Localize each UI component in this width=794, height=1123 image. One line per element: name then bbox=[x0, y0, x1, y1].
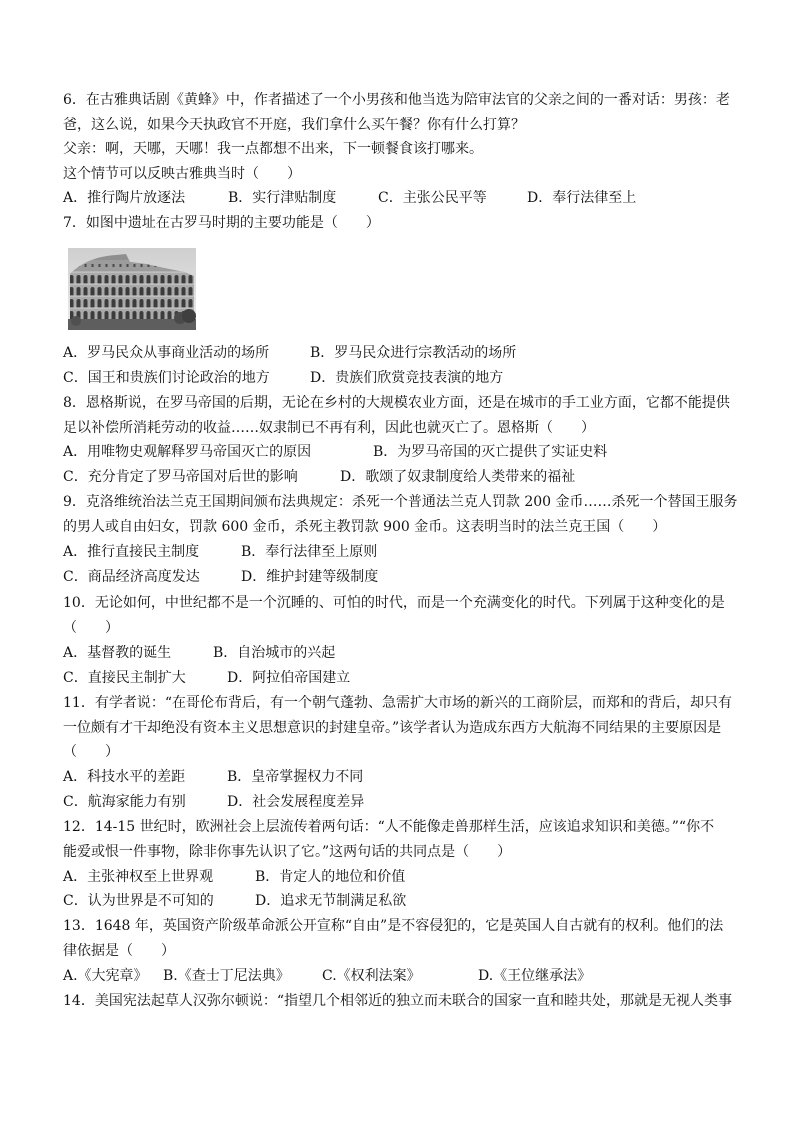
q9-option-a: A．推行直接民主制度 bbox=[63, 544, 200, 560]
q6-option-a: A．推行陶片放逐法 bbox=[63, 190, 186, 206]
q12-option-b: B．肯定人的地位和价值 bbox=[255, 869, 406, 885]
q8-option-b: B．为罗马帝国的灭亡提供了实证史料 bbox=[373, 444, 608, 460]
q11-option-c: C．航海家能力有别 bbox=[63, 794, 186, 810]
q6-option-d: D．奉行法律至上 bbox=[527, 190, 637, 206]
q12-stem-line: 12．14-15 世纪时，欧洲社会上层流传着两句话：“人不能像走兽那样生活，应该追求知识和美德。”“你不 bbox=[63, 819, 715, 835]
q11-stem-line: 11．有学者说：“在哥伦布背后，有一个朝气蓬勃、急需扩大市场的新兴的工商阶层，而郑和的背后，却只有 bbox=[63, 695, 732, 711]
q13-stem-line: 13．1648 年，英国资产阶级革命派公开宣称“自由”是不容侵犯的，它是英国人自古就有的权利。他们的法 bbox=[63, 918, 724, 934]
q11-option-b: B．皇帝掌握权力不同 bbox=[227, 769, 364, 785]
q13-option-c: C.《权利法案》 bbox=[322, 968, 421, 984]
q8-option-c: C．充分肯定了罗马帝国对后世的影响 bbox=[63, 469, 298, 485]
q6-option-c: C．主张公民平等 bbox=[378, 190, 487, 206]
q13-option-d: D.《王位继承法》 bbox=[478, 968, 592, 984]
q10-stem-line: （ ） bbox=[63, 620, 119, 636]
q12-stem-line: 能爱或恨一件事物，除非你事先认识了它。”这两句话的共同点是（ ） bbox=[63, 844, 512, 860]
q10-option-d: D．阿拉伯帝国建立 bbox=[227, 670, 351, 686]
q11-stem-line: （ ） bbox=[63, 744, 119, 760]
q8-option-d: D．歌颂了奴隶制度给人类带来的福祉 bbox=[340, 469, 576, 485]
q6-stem-line: 父亲：啊，天哪，天哪！我一点都想不出来，下一顿餐食该打哪来。 bbox=[63, 141, 483, 157]
q6-stem-line: 这个情节可以反映古雅典当时（ ） bbox=[63, 166, 301, 182]
q7-option-c: C．国王和贵族们讨论政治的地方 bbox=[63, 370, 270, 386]
q7-option-b: B．罗马民众进行宗教活动的场所 bbox=[310, 345, 517, 361]
q9-option-c: C．商品经济高度发达 bbox=[63, 569, 200, 585]
q10-stem-line: 10．无论如何，中世纪都不是一个沉睡的、可怕的时代，而是一个充满变化的时代。下列属于这种变化的是 bbox=[63, 595, 725, 611]
q12-option-d: D．追求无节制满足私欲 bbox=[255, 893, 407, 909]
q12-option-a: A．主张神权至上世界观 bbox=[63, 869, 214, 885]
q6-stem-line: 爸，这么说，如果今天执政官不开庭，我们拿什么买午餐？你有什么打算？ bbox=[63, 117, 525, 133]
q7-option-a: A．罗马民众从事商业活动的场所 bbox=[63, 345, 270, 361]
q10-option-c: C．直接民主制扩大 bbox=[63, 670, 186, 686]
q6-stem-line: 6．在古雅典话剧《黄蜂》中，作者描述了一个小男孩和他当选为陪审法官的父亲之间的一番对话：男孩：老 bbox=[63, 92, 730, 108]
q10-option-b: B．自治城市的兴起 bbox=[213, 645, 336, 661]
q13-stem-line: 律依据是（ ） bbox=[63, 943, 175, 959]
q9-option-d: D．维护封建等级制度 bbox=[241, 569, 379, 585]
q12-option-c: C．认为世界是不可知的 bbox=[63, 893, 214, 909]
q6-option-b: B．实行津贴制度 bbox=[228, 190, 337, 206]
q7-option-d: D．贵族们欣赏竞技表演的地方 bbox=[310, 370, 504, 386]
q9-stem-line: 的男人或自由妇女，罚款 600 金币，杀死主教罚款 900 金币。这表明当时的法兰克王国（ ） bbox=[63, 519, 667, 535]
q11-stem-line: 一位颇有才干却绝没有资本主义思想意识的封建皇帝。”该学者认为造成东西方大航海不同结果的主要原因是 bbox=[63, 720, 722, 736]
q8-stem-line: 8．恩格斯说，在罗马帝国的后期，无论在乡村的大规模农业方面，还是在城市的手工业方面，它都不能提供 bbox=[63, 395, 730, 411]
q13-option-b: B.《查士丁尼法典》 bbox=[163, 968, 290, 984]
q10-option-a: A．基督教的诞生 bbox=[63, 645, 172, 661]
q14-stem-line: 14．美国宪法起草人汉弥尔顿说：“指望几个相邻近的独立而未联合的国家一直和睦共处，那就是无视人类事 bbox=[63, 993, 732, 1009]
colosseum-photo bbox=[68, 248, 196, 330]
q9-option-b: B．奉行法律至上原则 bbox=[241, 544, 378, 560]
q8-stem-line: 足以补偿所消耗劳动的收益……奴隶制已不再有利，因此也就灭亡了。恩格斯（ ） bbox=[63, 420, 595, 436]
q9-stem-line: 9．克洛维统治法兰克王国期间颁布法典规定：杀死一个普通法兰克人罚款 200 金币……杀死一个替国王服务 bbox=[63, 494, 738, 510]
q11-option-a: A．科技水平的差距 bbox=[63, 769, 186, 785]
q13-option-a: A.《大宪章》 bbox=[63, 968, 148, 984]
q8-option-a: A．用唯物史观解释罗马帝国灭亡的原因 bbox=[63, 444, 312, 460]
q7-stem-line: 7．如图中遗址在古罗马时期的主要功能是（ ） bbox=[63, 215, 380, 231]
q11-option-d: D．社会发展程度差异 bbox=[227, 794, 365, 810]
